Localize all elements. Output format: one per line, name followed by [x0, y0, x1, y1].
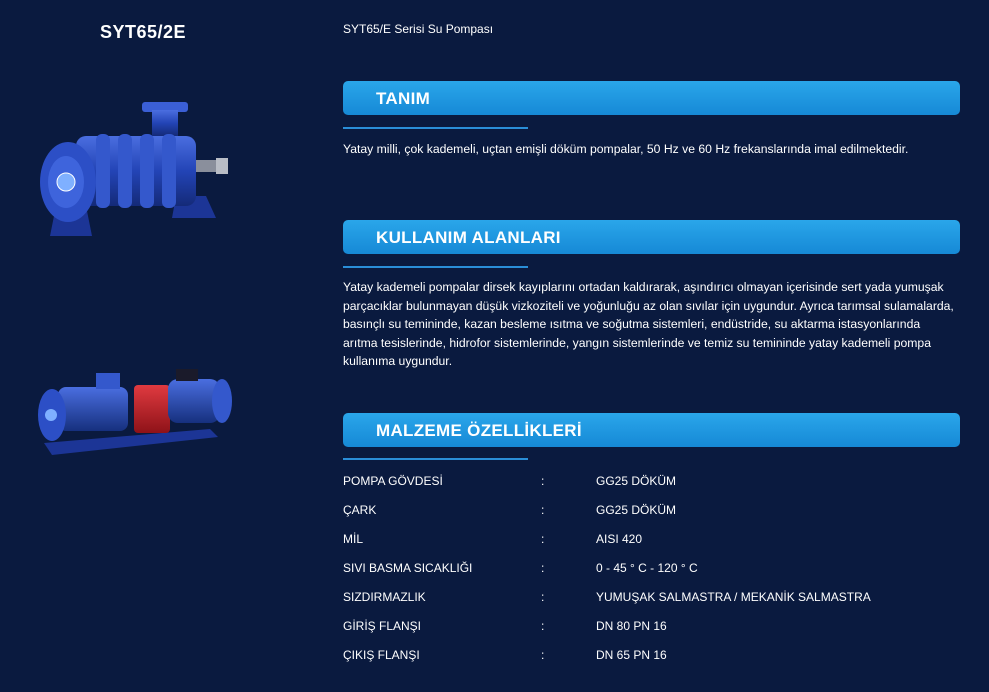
- spec-key: GİRİŞ FLANŞI: [343, 619, 422, 633]
- spec-row: [343, 532, 961, 552]
- spec-row: [343, 648, 961, 668]
- spec-row: [343, 503, 961, 523]
- spec-value: DN 65 PN 16: [596, 648, 667, 662]
- tanim-text: Yatay milli, çok kademeli, uçtan emişli döküm pompalar, 50 Hz ve 60 Hz frekanslarında imal edilmektedir.: [343, 142, 909, 156]
- spec-separator: :: [541, 503, 545, 517]
- spec-key: MİL: [343, 532, 364, 546]
- pump-product-image[interactable]: [36, 96, 236, 246]
- section-title: TANIM: [376, 89, 431, 108]
- spec-key: ÇARK: [343, 503, 377, 517]
- kullanim-text: Yatay kademeli pompalar dirsek kayıplarını ortadan kaldırarak, aşındırıcı olmayan içerisinde sert yada yumuşak parçacıklar bulunmayan düşük vizkoziteli ve yoğunluğu az olan sıvılar için uygundur. Ayrıca tarımsal sulamalarda, basınçlı su temininde, kazan besleme ısıtma ve soğutma sistemleri, endüstride, su aktarma istasyonlarında arıtma tesislerinde, hidrofor sistemlerinde, yangın sistemlerinde ve temiz su temininde yatay kademeli pompa kullanıma uygundur.: [343, 280, 954, 369]
- spec-separator: :: [541, 561, 545, 575]
- spec-key: SIVI BASMA SICAKLIĞI: [343, 561, 473, 575]
- spec-row: [343, 590, 961, 610]
- spec-value: DN 80 PN 16: [596, 619, 667, 633]
- spec-row: [343, 619, 961, 639]
- spec-separator: :: [541, 474, 545, 488]
- section-title: MALZEME ÖZELLİKLERİ: [376, 421, 582, 440]
- spec-value: GG25 DÖKÜM: [596, 503, 677, 517]
- spec-separator: :: [541, 648, 545, 662]
- spec-separator: :: [541, 532, 545, 546]
- spec-row: [343, 561, 961, 581]
- spec-value: YUMUŞAK SALMASTRA / MEKANİK SALMASTRA: [596, 590, 871, 604]
- spec-separator: :: [541, 590, 545, 604]
- section-header-tanim: [343, 81, 960, 115]
- section-header-kullanim: [343, 220, 960, 254]
- spec-value: GG25 DÖKÜM: [596, 474, 677, 488]
- spec-row: [343, 474, 961, 494]
- model-title: SYT65/2E: [99, 22, 187, 42]
- spec-key: SIZDIRMAZLIK: [343, 590, 426, 604]
- spec-value: 0 - 45 ° C - 120 ° C: [596, 561, 698, 575]
- section-divider: [343, 266, 528, 268]
- spec-key: POMPA GÖVDESİ: [343, 474, 443, 488]
- pump-motor-set-image[interactable]: [34, 365, 248, 465]
- product-gallery: [0, 0, 300, 692]
- spec-separator: :: [541, 619, 545, 633]
- section-title: KULLANIM ALANLARI: [376, 228, 561, 247]
- section-divider: [343, 458, 528, 460]
- product-details: [343, 0, 961, 692]
- spec-key: ÇIKIŞ FLANŞI: [343, 648, 420, 662]
- section-header-malzeme: [343, 413, 960, 447]
- spec-value: AISI 420: [596, 532, 643, 546]
- series-title: SYT65/E Serisi Su Pompası: [343, 22, 494, 36]
- section-divider: [343, 127, 528, 129]
